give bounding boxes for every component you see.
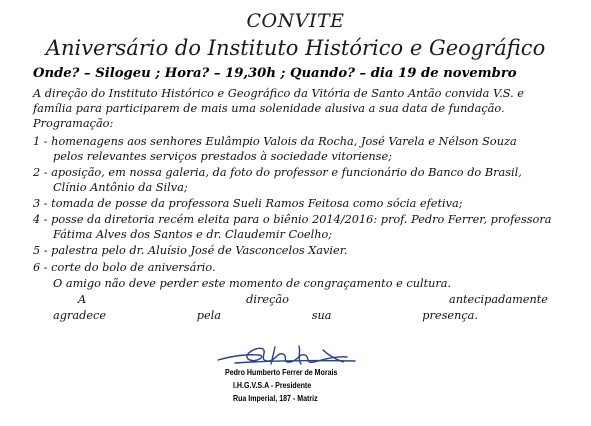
- event-details: Onde? – Silogeu ; Hora? – 19,30h ; Quando? – dia 19 de novembro: [33, 66, 517, 81]
- program-item-1-line-2: pelos relevantes serviços prestados à sociedade vitoriense;: [53, 150, 392, 163]
- closing-line: O amigo não deve perder este momento de congraçamento e cultura.: [53, 277, 452, 290]
- intro-line-1: A direção do Instituto Histórico e Geográfico da Vitória de Santo Antão convida V.S. e: [33, 87, 524, 100]
- program-heading: Programação:: [33, 117, 114, 130]
- program-item-2-line-2: Clínio Antônio da Silva;: [53, 181, 188, 194]
- signer-role: I.H.G.V.S.A - Presidente: [233, 380, 312, 390]
- program-item-4-line-1: 4 - posse da diretoria recém eleita para o biênio 2014/2016: prof. Pedro Ferrer, professora: [33, 213, 552, 226]
- thanks-line-1: A direção antecipadamente: [78, 293, 548, 306]
- signature-block: [215, 340, 365, 410]
- program-item-3: 3 - tomada de posse da professora Sueli Ramos Feitosa como sócia efetiva;: [33, 197, 463, 210]
- handwritten-signature: [215, 340, 365, 370]
- program-item-1-line-1: 1 - homenagens aos senhores Eulâmpio Valois da Rocha, José Varela e Nélson Souza: [33, 135, 517, 148]
- signer-name: Pedro Humberto Ferrer de Morais: [225, 367, 338, 377]
- intro-line-2: família para participarem de mais uma solenidade alusiva a sua data de fundação.: [33, 102, 505, 115]
- program-item-4-line-2: Fátima Alves dos Santos e dr. Claudemir Coelho;: [53, 228, 333, 241]
- invitation-subtitle: Aniversário do Instituto Histórico e Geográfico: [45, 36, 546, 60]
- thanks-line-2: agradece pela sua presença.: [53, 309, 478, 322]
- program-item-5: 5 - palestra pelo dr. Aluísio José de Vasconcelos Xavier.: [33, 244, 348, 257]
- program-item-2-line-1: 2 - aposição, em nossa galeria, da foto do professor e funcionário do Banco do Brasil,: [33, 166, 522, 179]
- program-item-6: 6 - corte do bolo de aniversário.: [33, 261, 216, 274]
- signer-address: Rua Imperial, 187 - Matriz: [233, 393, 318, 403]
- invitation-title: CONVITE: [246, 10, 345, 32]
